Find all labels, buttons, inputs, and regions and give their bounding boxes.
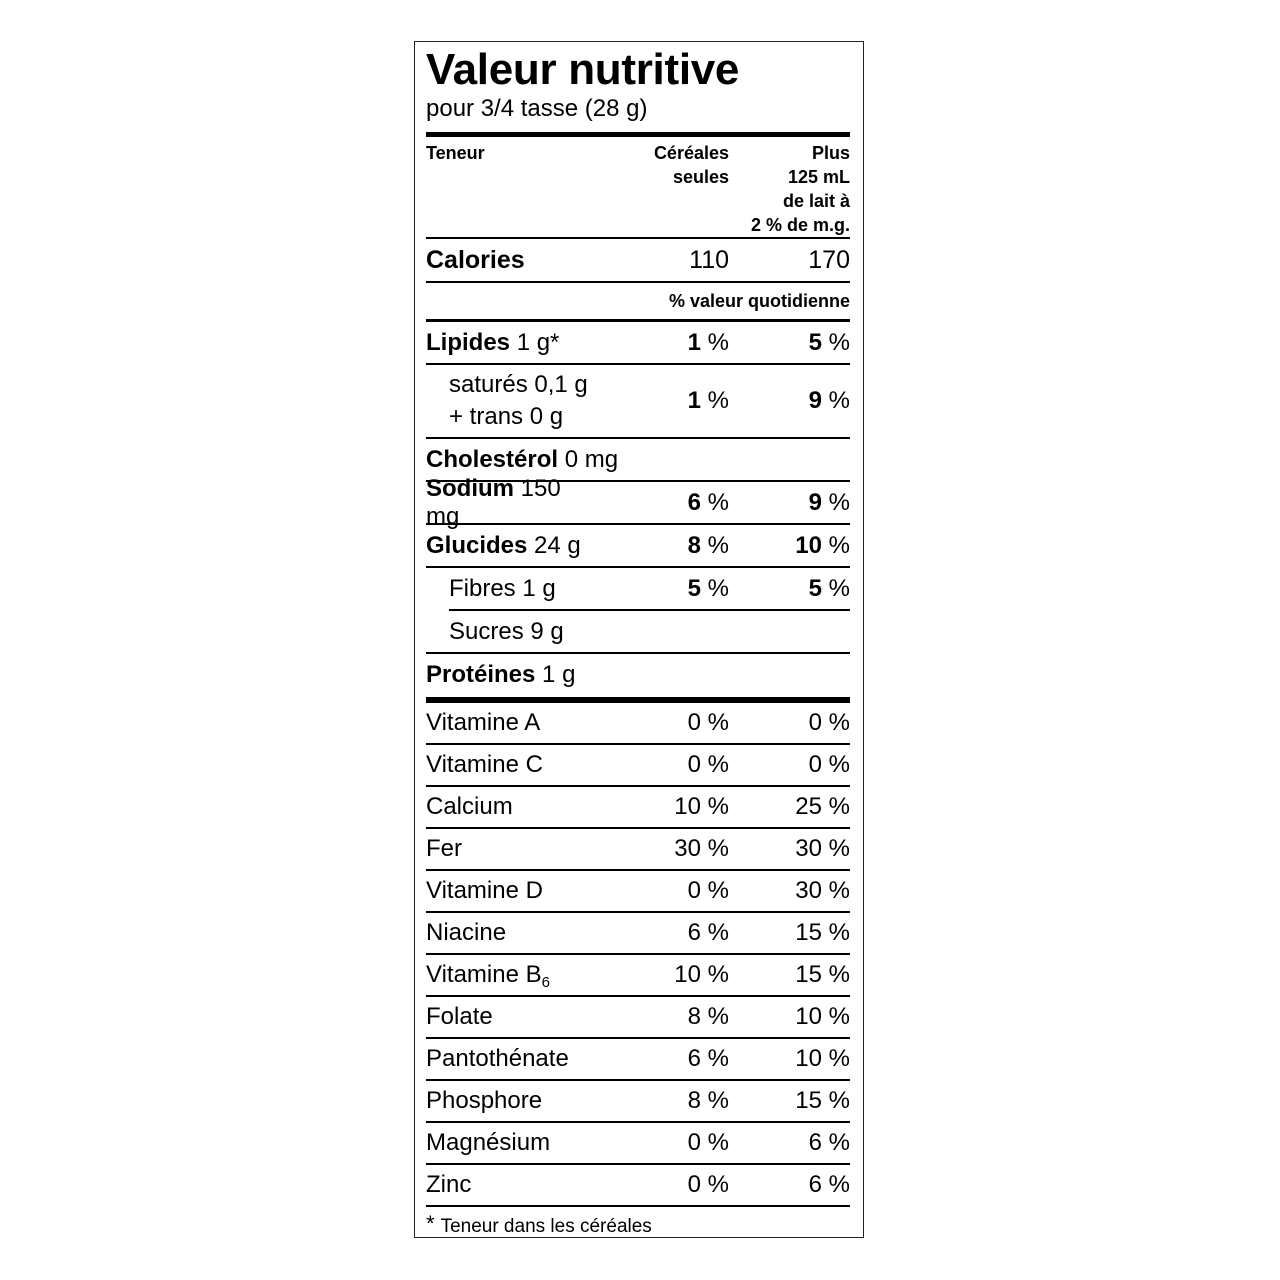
mineral-row-calcium [426,787,850,827]
nutrient-amount: 1 g [542,660,576,688]
cereal-dv: 0 % [687,1171,729,1198]
milk-header-line4: 2 % de m.g. [750,215,850,235]
milk-dv: 0 % [808,751,850,778]
mineral-row-fer [426,829,850,869]
milk-dv: 10 % [795,1045,850,1072]
teneur-header: Teneur [426,143,485,163]
milk-dv: 9 [808,488,822,516]
vitamin-name: Calcium [426,793,513,820]
vitamin-row-folate [426,997,850,1037]
milk-dv: 0 % [808,709,850,736]
nutrient-row-lipides [426,322,850,363]
cereal-dv: 10 % [674,961,729,988]
cereal-dv: 8 % [687,1087,729,1114]
vitamin-name: Phosphore [426,1087,543,1114]
percent-sign: % [707,574,729,602]
mineral-row-phosphore [426,1081,850,1121]
nutrient-row-fibres [426,568,850,609]
vitamin-row-a [426,703,850,743]
cereal-header-line2: seules [672,167,729,187]
cereal-dv: 10 % [674,793,729,820]
nutrient-name: Protéines [426,660,536,688]
cereal-dv: 1 [687,387,701,414]
milk-dv: 30 % [795,877,850,904]
vitamin-row-b6 [426,955,850,995]
mineral-row-magnesium [426,1123,850,1163]
milk-dv: 15 % [795,1087,850,1114]
nutrient-amount: 0 mg [564,445,619,473]
nutrient-row-sucres [426,611,850,652]
footnote [426,1207,850,1247]
vitamin-name: Vitamine A [426,709,541,736]
calories-row [426,239,850,281]
label-content [426,42,850,1247]
nutrient-name: Sucres 9 g [449,617,564,645]
footnote-text: Teneur dans les céréales [440,1216,652,1237]
vitamin-name: Vitamine D [426,877,543,904]
vitamin-name: Pantothénate [426,1045,569,1072]
cereal-header-line1: Céréales [653,143,729,163]
vitamin-name: Zinc [426,1171,472,1198]
milk-dv: 15 % [795,961,850,988]
nutrient-name: Cholestérol [426,445,559,473]
percent-sign: % [707,531,729,559]
serving-size: pour 3/4 tasse (28 g) [426,95,648,122]
vitamin-name: Fer [426,835,462,862]
nutrient-row-glucides [426,525,850,566]
asterisk-icon: * [426,1211,435,1236]
milk-dv: 9 [808,387,822,414]
percent-sign: % [828,387,850,414]
cereal-dv: 8 [687,531,701,559]
cereal-dv: 0 % [687,709,729,736]
nutrient-name-line1: saturés 0,1 g [449,371,588,398]
percent-sign: % [828,328,850,356]
mineral-row-zinc [426,1165,850,1205]
nutrient-amount: 150 mg [426,474,561,530]
nutrient-row-sodium [426,474,850,530]
nutrient-amount: 1 g* [516,328,560,356]
nutrient-name: Fibres 1 g [449,574,556,602]
calories-milk: 170 [808,245,850,274]
milk-dv: 25 % [795,793,850,820]
vitamin-name: Niacine [426,919,507,946]
milk-header-line2: 125 mL [787,167,850,187]
daily-value-header-row [426,283,850,319]
milk-dv: 10 % [795,1003,850,1030]
vitamin-row-c [426,745,850,785]
nutrition-facts-label [414,41,864,1238]
vitamin-row-niacine [426,913,850,953]
nutrient-name-line2: + trans 0 g [449,403,564,430]
nutrient-amount: 24 g [534,531,581,559]
cereal-dv: 8 % [687,1003,729,1030]
percent-sign: % [707,488,729,516]
vitamin-row-pantothenate [426,1039,850,1079]
vitamin-name: Vitamine C [426,751,543,778]
cereal-dv: 30 % [674,835,729,862]
nutrient-name: Glucides [426,531,528,559]
nutrient-name: Sodium [426,474,514,502]
nutrient-name: Lipides [426,328,511,356]
label-title: Valeur nutritive [426,45,740,94]
milk-header-line1: Plus [811,143,850,163]
vitamin-row-d [426,871,850,911]
milk-dv: 30 % [795,835,850,862]
vitamin-name-text: Vitamine B [426,961,542,988]
milk-dv: 6 % [808,1171,850,1198]
vitamin-name: Magnésium [426,1129,551,1156]
cereal-dv: 1 [687,328,701,356]
milk-dv: 10 [795,531,822,559]
milk-dv: 6 % [808,1129,850,1156]
cereal-dv: 0 % [687,877,729,904]
milk-column-header [729,141,850,237]
cereal-dv: 6 [687,488,701,516]
cereal-dv: 5 [687,574,701,602]
milk-dv: 5 [808,328,822,356]
percent-sign: % [828,574,850,602]
column-header [426,137,850,237]
milk-dv: 5 [808,574,822,602]
cereal-column-header [589,141,729,237]
calories-cereal: 110 [689,245,729,274]
percent-sign: % [828,488,850,516]
nutrient-row-satures-trans [426,365,850,437]
vitamin-name: Folate [426,1003,493,1030]
vitamin-name [426,961,589,989]
vitamin-subscript: 6 [541,974,550,991]
cereal-dv: 0 % [687,751,729,778]
percent-sign: % [707,387,729,414]
milk-dv: 15 % [795,919,850,946]
nutrient-row-proteines [426,654,850,695]
cereal-dv: 6 % [687,919,729,946]
daily-value-header: % valeur quotidienne [668,290,850,311]
cereal-dv: 0 % [687,1129,729,1156]
percent-sign: % [828,531,850,559]
cereal-dv: 6 % [687,1045,729,1072]
calories-label: Calories [426,245,525,274]
milk-header-line3: de lait à [782,191,850,211]
percent-sign: % [707,328,729,356]
